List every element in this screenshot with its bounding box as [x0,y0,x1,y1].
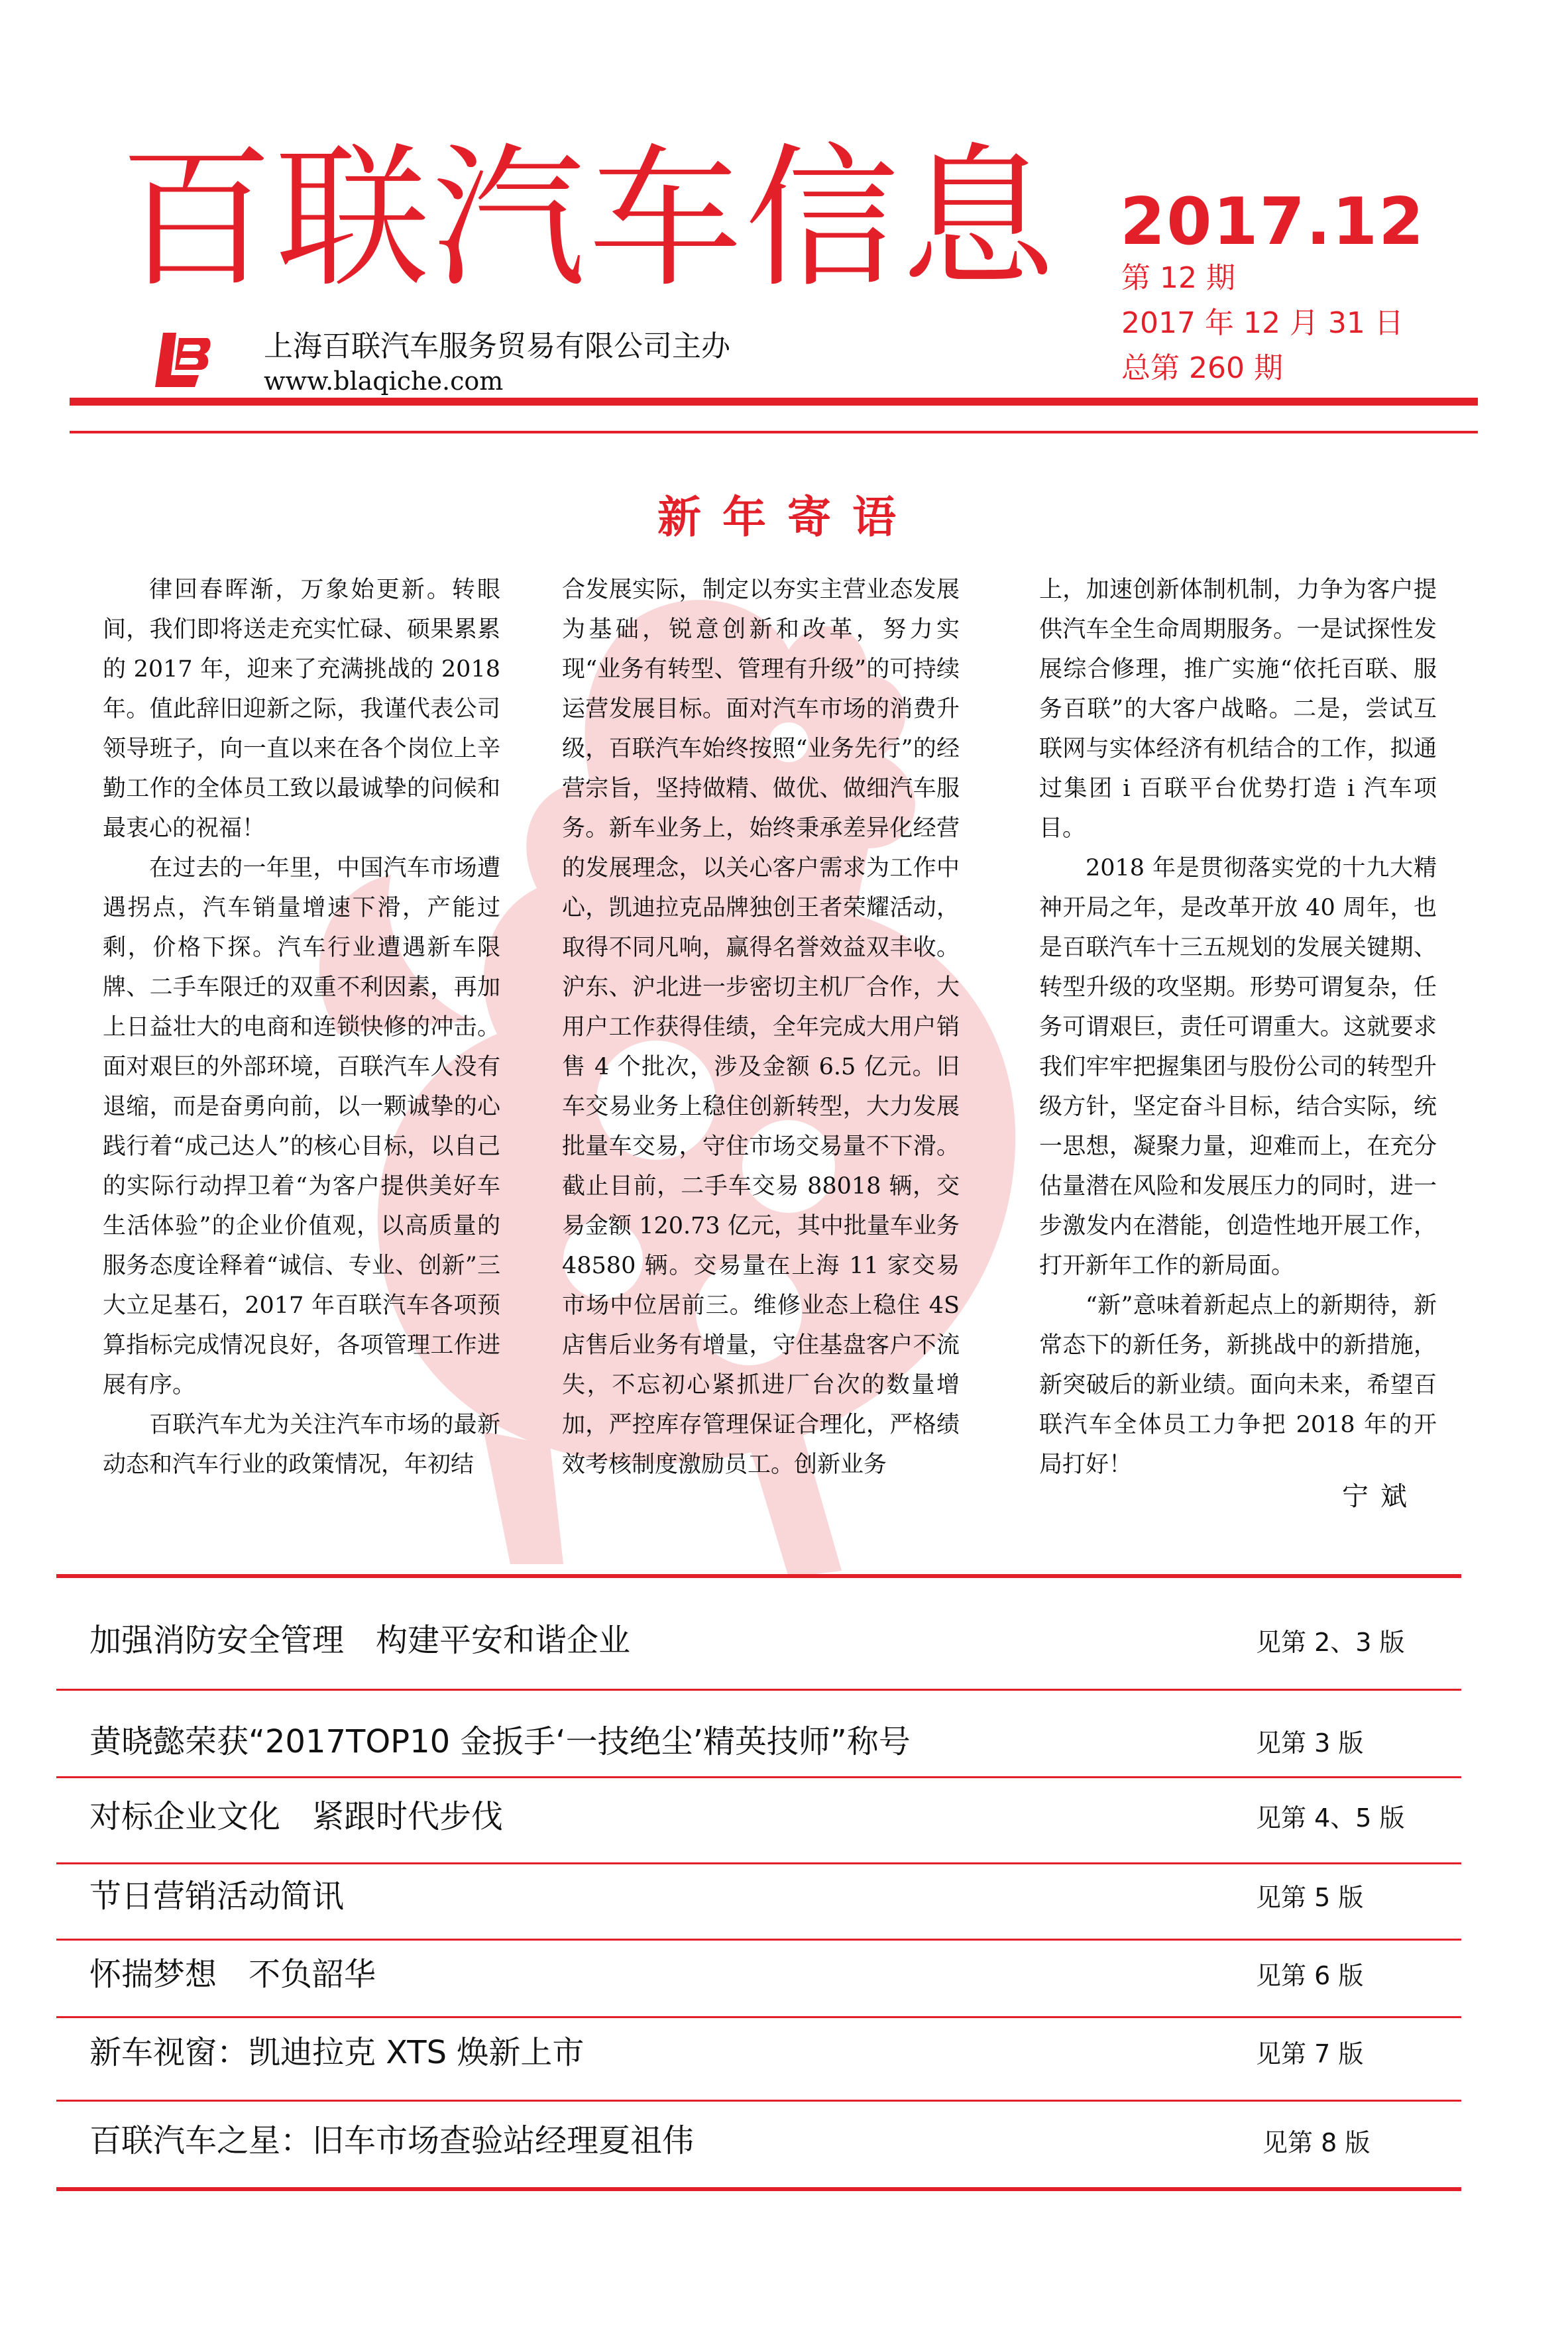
toc-divider [56,2100,1461,2102]
toc-item-title[interactable]: 节日营销活动简讯 [89,1878,345,1915]
paragraph: 百联汽车尤为关注汽车市场的最新动态和汽车行业的政策情况，年初结 [103,1412,500,1478]
masthead-divider-thin [70,431,1478,433]
issue-number: 第 12 期 [1121,261,1235,295]
paragraph: 律回春晖渐，万象始更新。转眼间，我们即将送走充实忙碌、硕果累累的 2017 年，迎来了充满挑战的 2018 年。值此辞旧迎新之际，我谨代表公司领导班子，向一直以来在各个岗位上辛勤工作的全体员工致以最诚挚的问候和最衷心的祝福！ [103,577,500,842]
paragraph: 2018 年是贯彻落实党的十九大精神开局之年，是改革开放 40 周年，也是百联汽车十三五规划的发展关键期、转型升级的攻坚期。形势可谓复杂，任务可谓艰巨，责任可谓重大。这就要求我们牢牢把握集团与股份公司的转型升级方针，坚定奋斗目标，结合实际，统一思想，凝聚力量，迎难而上，在充分估量潜在风险和发展压力的同时，进一步激发内在潜能，创造性地开展工作，打开新年工作的新局面。 [1039,855,1437,1279]
toc-bottom-divider [56,2187,1461,2191]
toc-divider [56,2016,1461,2018]
paragraph: 上，加速创新体制机制，力争为客户提供汽车全生命周期服务。一是试探性发展综合修理，推广实施“依托百联、服务百联”的大客户战略。二是，尝试互联网与实体经济有机结合的工作，拟通过集团 i 百联平台优势打造 i 汽车项目。 [1039,577,1437,842]
toc-item-page: 见第 7 版 [1256,2039,1364,2069]
toc-item-title[interactable]: 黄晓懿荣获“2017TOP10 金扳手‘一技绝尘’精英技师”称号 [89,1723,911,1760]
toc-item-title[interactable]: 百联汽车之星：旧车市场查验站经理夏祖伟 [89,2122,695,2159]
issue-date: 2017.12 [1120,184,1426,260]
masthead-divider-thick [70,398,1478,406]
website-link[interactable]: www.blaqiche.com [264,367,504,396]
toc-item-title[interactable]: 新车视窗：凯迪拉克 XTS 焕新上市 [89,2034,585,2071]
toc-divider [56,1862,1461,1864]
toc-item-title[interactable]: 对标企业文化 紧跟时代步伐 [89,1798,504,1835]
article-column-2 [562,570,960,1485]
toc-item-page: 见第 3 版 [1256,1729,1364,1758]
toc-item-page: 见第 6 版 [1256,1961,1364,1990]
paragraph: 合发展实际，制定以夯实主营业态发展为基础，锐意创新和改革，努力实现“业务有转型、管理有升级”的可持续运营发展目标。面对汽车市场的消费升级，百联汽车始终按照“业务先行”的经营宗旨，坚持做精、做优、做细汽车服务。新车业务上，始终秉承差异化经营的发展理念，以关心客户需求为工作中心，凯迪拉克品牌独创王者荣耀活动，取得不同凡响，赢得名誉效益双丰收。沪东、沪北进一步密切主机厂合作，大用户工作获得佳绩，全年完成大用户销售 4 个批次，涉及金额 6.5 亿元。旧车交易业务上稳住创新转型，大力发展批量车交易，守住市场交易量不下滑。截止目前，二手车交易 88018 辆，交易金额 120.73 亿元，其中批量车业务 48580 辆。交易量在上海 11 家交易市场中位居前三。维修业态上稳住 4S 店售后业务有增量，守住基盘客户不流失，不忘初心紧抓进厂台次的数量增加，严控库存管理保证合理化，严格绩效考核制度激励员工。创新业务 [562,577,960,1478]
toc-item-page: 见第 4、5 版 [1256,1803,1405,1833]
article-author: 宁斌 [1342,1481,1419,1512]
article-column-1 [103,570,500,1485]
article-title: 新年寄语 [657,491,917,543]
toc-item-page: 见第 2、3 版 [1256,1628,1405,1657]
paragraph: 在过去的一年里，中国汽车市场遭遇拐点，汽车销量增速下滑，产能过剩，价格下探。汽车行业遭遇新车限牌、二手车限迁的双重不利因素，再加上日益壮大的电商和连锁快修的冲击。面对艰巨的外部环境，百联汽车人没有退缩，而是奋勇向前，以一颗诚挚的心践行着“成己达人”的核心目标，以自己的实际行动捍卫着“为客户提供美好车生活体验”的企业价值观，以高质量的服务态度诠释着“诚信、专业、创新”三大立足基石，2017 年百联汽车各项预算指标完成情况良好，各项管理工作进展有序。 [103,855,500,1398]
toc-top-divider [56,1574,1461,1578]
toc-item-title[interactable]: 怀揣梦想 不负韶华 [89,1956,376,1993]
article-column-3 [1039,570,1437,1485]
bailian-logo-icon [151,329,212,390]
paragraph: “新”意味着新起点上的新期待，新常态下的新任务，新挑战中的新措施，新突破后的新业绩。面向未来，希望百联汽车全体员工力争把 2018 年的开局打好！ [1039,1292,1437,1478]
toc-divider [56,1939,1461,1941]
newsletter-title: 百联汽车信息 [119,129,1058,308]
toc-item-title[interactable]: 加强消防安全管理 构建平安和谐企业 [89,1622,631,1659]
toc-divider [56,1776,1461,1778]
toc-item-page: 见第 8 版 [1262,2128,1371,2157]
publisher-name: 上海百联汽车服务贸易有限公司主办 [264,329,730,363]
issue-full-date: 2017 年 12 月 31 日 [1121,306,1404,340]
total-issue: 总第 260 期 [1121,351,1283,385]
toc-divider [56,1689,1461,1691]
toc-item-page: 见第 5 版 [1256,1883,1364,1912]
